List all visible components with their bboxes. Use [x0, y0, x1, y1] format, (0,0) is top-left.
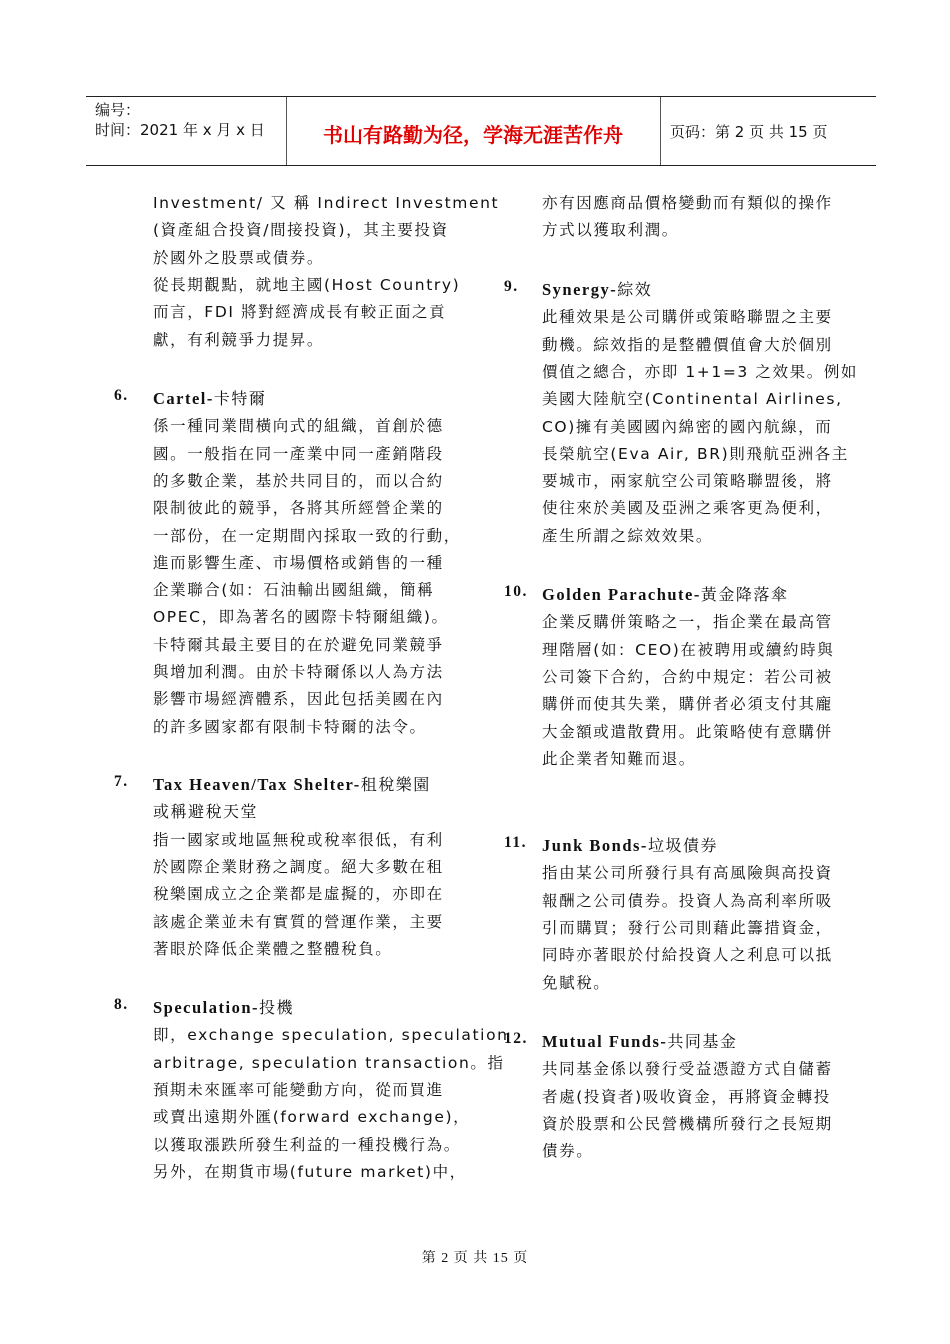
- page-header: [86, 96, 876, 166]
- section-title-english: Tax Heaven/Tax Shelter-: [153, 775, 361, 794]
- body-text-line: 動機。綜效指的是整體價值會大於個別: [542, 335, 833, 354]
- section-title-english: Cartel-: [153, 389, 214, 408]
- body-text-line: 的多數企業，基於共同目的，而以合約: [153, 471, 444, 490]
- section-title-english: Golden Parachute-: [542, 585, 701, 604]
- section-title-chinese: 垃圾債券: [647, 836, 718, 855]
- body-text-line: 同時亦著眼於付給投資人之利息可以抵: [542, 946, 833, 965]
- section-number: 11.: [504, 834, 528, 851]
- body-text-line: 理階層(如：CEO)在被聘用或續約時與: [542, 640, 835, 659]
- body-text-line: 指一國家或地區無稅或稅率很低，有利: [153, 830, 444, 849]
- body-text-line: 預期未來匯率可能變動方向，從而買進: [153, 1080, 444, 1099]
- section-title-english: Speculation-: [153, 998, 260, 1017]
- section-title: [153, 799, 258, 822]
- body-text-line: 引而購買；發行公司則藉此籌措資金，: [542, 918, 833, 937]
- section-number: 10.: [504, 583, 528, 600]
- body-text-line: 即，exchange speculation, speculation: [153, 1026, 509, 1045]
- body-text-line: 限制彼此的競爭，各將其所經營企業的: [153, 499, 444, 518]
- section-title-chinese: 卡特爾: [213, 389, 267, 408]
- body-text-line: 於國際企業財務之調度。絕大多數在租: [153, 857, 444, 876]
- body-text-line: 資於股票和公民營機構所發行之長短期: [542, 1114, 833, 1133]
- section-number: 9.: [504, 278, 519, 295]
- document-number-label: 编号：: [95, 101, 141, 119]
- body-text-line: 產生所謂之綜效效果。: [542, 526, 714, 545]
- body-text-line: 獻，有利競爭力提昇。: [153, 330, 325, 349]
- body-text-line: 稅樂園成立之企業都是虛擬的，亦即在: [153, 885, 444, 904]
- body-text-line: CO)擁有美國國內綿密的國內航線，而: [542, 417, 833, 436]
- body-text-line: 企業聯合(如：石油輸出國組織，簡稱: [153, 581, 435, 600]
- body-text-line: 購併而使其失業，購併者必須支付其龐: [542, 695, 833, 714]
- section-number: 7.: [114, 773, 129, 790]
- body-text-line: OPEC，即為著名的國際卡特爾組織)。: [153, 608, 449, 627]
- header-page-cell: [661, 97, 876, 165]
- page-footer: 第 2 页 共 15 页: [421, 1251, 529, 1266]
- body-text-line: 於國外之股票或債券。: [153, 248, 325, 267]
- section-title-chinese: 黃金降落傘: [700, 585, 789, 604]
- header-meta-cell: [86, 97, 287, 165]
- body-text-line: 的許多國家都有限制卡特爾的法令。: [153, 717, 427, 736]
- body-text-line: 從長期觀點，就地主國(Host Country): [153, 275, 461, 294]
- body-text-line: 使往來於美國及亞洲之乘客更為便利，: [542, 499, 833, 518]
- section-title: [542, 582, 788, 605]
- section-title-english: Junk Bonds-: [542, 836, 648, 855]
- section-title: [542, 1029, 737, 1052]
- body-text-line: 價值之總合，亦即 1+1=3 之效果。例如: [542, 362, 859, 381]
- header-page-info: 页码：第 2 页 共 15 页: [670, 123, 828, 141]
- section-title-chinese: 租稅樂園: [360, 775, 431, 794]
- body-text-line: 一部份，在一定期間內採取一致的行動，: [153, 526, 461, 545]
- body-text-line: 共同基金係以發行受益憑證方式自儲蓄: [542, 1060, 833, 1079]
- body-text-line: 大金額或遣散費用。此策略使有意購併: [542, 722, 833, 741]
- section-title: [153, 995, 294, 1018]
- body-text-line: 者處(投資者)吸收資金，再將資金轉投: [542, 1087, 831, 1106]
- body-text-line: Investment/ 又 稱 Indirect Investment: [153, 194, 500, 212]
- section-title: [542, 277, 652, 300]
- body-text-line: 此企業者知難而退。: [542, 749, 696, 768]
- document-date-label: 时间：2021 年 x 月 x 日: [95, 121, 265, 139]
- section-title: [542, 833, 718, 856]
- section-number: 12.: [504, 1030, 528, 1047]
- section-title-english: Synergy-: [542, 280, 618, 299]
- header-motto: 书山有路勤为径，学海无涯苦作舟: [323, 123, 623, 147]
- body-text-line: 國。一般指在同一產業中同一產銷階段: [153, 444, 444, 463]
- body-text-line: 與增加利潤。由於卡特爾係以人為方法: [153, 663, 444, 681]
- body-text-line: 公司簽下合約，合約中規定：若公司被: [542, 667, 833, 686]
- section-title: [153, 772, 431, 795]
- body-text-line: 此種效果是公司購併或策略聯盟之主要: [542, 308, 833, 327]
- body-text-line: 著眼於降低企業體之整體稅負。: [153, 939, 393, 958]
- section-title-chinese: 或稱避稅天堂: [153, 802, 259, 822]
- body-text-line: 報酬之公司債券。投資人為高利率所吸: [542, 891, 833, 910]
- body-text-line: 債券。: [542, 1142, 594, 1161]
- body-text-line: 要城市，兩家航空公司策略聯盟後，將: [542, 472, 833, 491]
- section-title: [153, 386, 266, 409]
- body-text-line: 進而影響生產、市場價格或銷售的一種: [153, 553, 444, 572]
- body-text-line: 或賣出遠期外匯(forward exchange)，: [153, 1108, 471, 1127]
- body-text-line: (資產組合投資/間接投資)，其主要投資: [153, 221, 449, 240]
- section-title-chinese: 綜效: [617, 280, 653, 299]
- section-title-english: Mutual Funds-: [542, 1032, 668, 1051]
- body-text-line: 係一種同業間橫向式的組織，首創於德: [153, 417, 444, 436]
- body-text-line: arbitrage, speculation transaction。指: [153, 1053, 505, 1072]
- body-text-line: 卡特爾其最主要目的在於避免同業競爭: [153, 635, 444, 654]
- section-number: 6.: [114, 387, 129, 404]
- body-text-line: 影響市場經濟體系，因此包括美國在內: [153, 690, 444, 709]
- body-text-line: 長榮航空(Eva Air, BR)則飛航亞洲各主: [542, 444, 849, 463]
- section-number: 8.: [114, 996, 129, 1013]
- body-text-line: 而言，FDI 將對經濟成長有較正面之貢: [153, 303, 447, 322]
- body-text-line: 免賦稅。: [542, 973, 611, 992]
- body-text-line: 該處企業並未有實質的營運作業，主要: [153, 912, 444, 931]
- body-text-line: 亦有因應商品價格變動而有類似的操作: [542, 194, 833, 212]
- header-motto-cell: [286, 97, 661, 165]
- body-text-line: 另外，在期貨市場(future market)中，: [153, 1162, 467, 1181]
- body-text-line: 方式以獲取利潤。: [542, 221, 679, 240]
- section-title-chinese: 共同基金: [667, 1032, 738, 1051]
- body-text-line: 企業反購併策略之一，指企業在最高管: [542, 613, 833, 632]
- section-title-chinese: 投機: [259, 998, 295, 1017]
- body-text-line: 以獲取漲跌所發生利益的一種投機行為。: [153, 1135, 461, 1154]
- body-text-line: 美國大陸航空(Continental Airlines,: [542, 390, 843, 409]
- body-text-line: 指由某公司所發行具有高風險與高投資: [542, 864, 833, 883]
